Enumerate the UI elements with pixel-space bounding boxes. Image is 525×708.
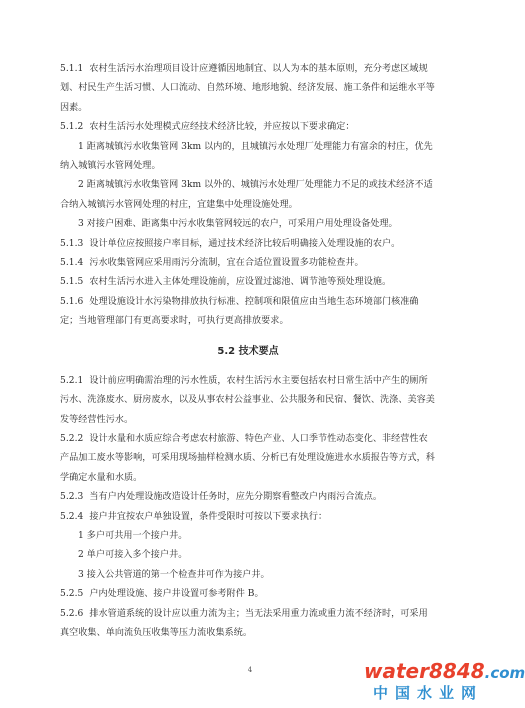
clause-5-1-2-item-1: 1 距离城镇污水收集管网 3km 以内的，且城镇污水处理厂处理能力有富余的村庄，优先纳入城镇污水管网处理。 — [60, 141, 433, 172]
clause-number: 5.2.4 — [60, 511, 84, 522]
clause-5-1-2 — [60, 118, 436, 137]
clause-number: 5.1.3 — [60, 238, 84, 249]
clause-5-2-4 — [60, 508, 436, 527]
clause-5-2-6 — [60, 605, 436, 644]
clause-5-2-4-item-1: 1 多户可共用一个接户井。 — [78, 530, 188, 541]
clause-5-1-4 — [60, 254, 436, 273]
clause-5-2-5 — [60, 585, 436, 604]
clause-number: 5.1.2 — [60, 122, 84, 133]
clause-text: 设计前应明确需治理的污水性质，农村生活污水主要包括农村日常生活中产生的厕所污水、洗涤废水、厨房废水，以及从事农村公益事业、公共服务和民宿、餐饮、洗涤、美容美发等经营性污水。 — [60, 375, 435, 425]
clause-5-1-2-item-2: 2 距离城镇污水收集管网 3km 以外的、城镇污水处理厂处理能力不足的或技术经济不适合纳入城镇污水管网处理的村庄，宜建集中处理设施处理。 — [60, 180, 433, 210]
clause-text: 当有户内处理设施改造设计任务时，应先分期察看整改户内雨污合流点。 — [89, 492, 382, 503]
clause-text: 排水管道系统的设计应以重力流为主；当无法采用重力流或重力流不经济时，可采用真空收集、单向流负压收集等压力流收集系统。 — [60, 608, 428, 638]
clause-number: 5.1.5 — [60, 277, 84, 288]
clause-text: 污水收集管网应采用雨污分流制，宜在合适位置设置多功能检查井。 — [89, 258, 364, 269]
clause-text: 农村生活污水处理模式应经技术经济比较，并应按以下要求确定： — [89, 122, 355, 133]
clause-text: 设计单位应按照接户率目标，通过技术经济比较后明确接入处理设施的农户。 — [89, 238, 401, 249]
clause-5-2-1 — [60, 372, 436, 430]
page-content — [60, 60, 436, 643]
clause-number: 5.2.5 — [60, 589, 84, 600]
clause-number: 5.2.2 — [60, 433, 84, 444]
clause-5-2-4-item-3: 3 接入公共管道的第一个检查井可作为接户井。 — [78, 569, 270, 580]
clause-text: 设计水量和水质应综合考虑农村旅游、特色产业、人口季节性动态变化、非经营性农产品加工废水等影响，可采用现场抽样检测水质、分析已有处理设施进水水质报告等方式，科学确定水量和水质。 — [60, 433, 435, 483]
clause-number: 5.1.1 — [60, 64, 84, 74]
clause-5-1-5 — [60, 273, 436, 292]
clause-5-2-2 — [60, 430, 436, 488]
clause-number: 5.2.1 — [60, 375, 84, 386]
clause-5-2-4-item-2: 2 单户可接入多个接户井。 — [78, 550, 188, 561]
clause-number: 5.2.6 — [60, 608, 84, 619]
clause-5-2-3 — [60, 488, 436, 507]
clause-text: 户内处理设施、接户井设置可参考附件 B。 — [89, 589, 264, 600]
clause-text: 处理设施设计水污染物排放执行标准、控制项和限值应由当地生态环境部门核准确定；当地管理部门有更高要求时，可执行更高排放要求。 — [60, 296, 419, 327]
watermark-logo-part-3: .com — [484, 664, 525, 682]
watermark-logo-part-1: water — [364, 659, 429, 683]
clause-number: 5.2.3 — [60, 492, 84, 503]
page-number: 4 — [247, 666, 253, 674]
watermark-logo — [364, 659, 525, 702]
clause-number: 5.1.4 — [60, 258, 84, 269]
watermark-subtitle: 中国水业网 — [372, 684, 483, 702]
clause-number: 5.1.6 — [60, 296, 84, 307]
clause-5-1-3 — [60, 235, 436, 254]
clause-5-1-2-item-3: 3 对接户困难、距离集中污水收集管网较远的农户，可采用户用处理设备处理。 — [78, 219, 398, 230]
section-heading-5-2: 5.2 技术要点 — [217, 345, 279, 357]
watermark-logo-part-2: 8848 — [428, 659, 485, 683]
watermark-logo-text — [364, 659, 525, 684]
clause-text: 农村生活污水治理项目设计应遵循因地制宜、以人为本的基本原则，充分考虑区域规划、村民生产生活习惯、人口流动、自然环境、地形地貌、经济发展、施工条件和运维水平等因素。 — [60, 64, 435, 113]
clause-text: 接户井宜按农户单独设置，条件受限时可按以下要求执行： — [89, 511, 328, 522]
clause-5-1-1 — [60, 60, 436, 118]
clause-text: 农村生活污水进入主体处理设施前，应设置过滤池、调节池等预处理设施。 — [89, 277, 392, 288]
clause-5-1-6 — [60, 293, 436, 332]
